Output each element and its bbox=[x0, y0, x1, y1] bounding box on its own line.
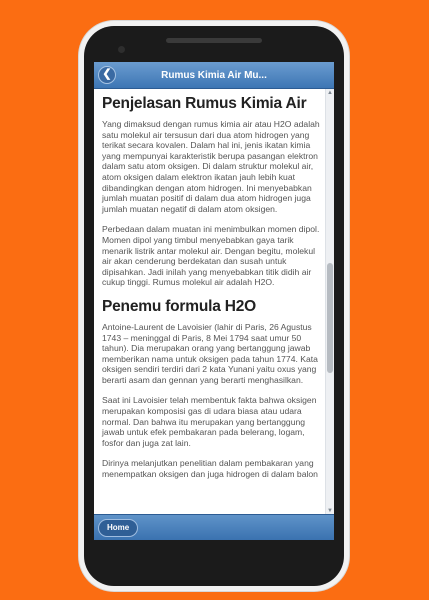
scroll-down-arrow-icon[interactable]: ▼ bbox=[327, 508, 333, 514]
footer-bar bbox=[94, 514, 334, 540]
home-button[interactable]: Home bbox=[98, 519, 138, 537]
paragraph: Yang dimaksud dengan rumus kimia air atau H2O adalah satu molekul air tersusun dari dua atom hidrogen yang terikat secara kovalen. Dalam hal ini, jenis ikatan kimia yang mempunyai karakteristik berupa pasangan elektron dalam satu atom oksigen. Di dalam struktur molekul air, atom oksigen dalam elektron ikatan jauh lebih kuat dibandingkan dengan atom hidrogen. Ini menyebabkan jumlah muatan positif di dalam dua atom hidrogen juga jumlah muatan negatif di dalam atom oksigen. bbox=[102, 119, 320, 214]
speaker-grille bbox=[166, 38, 262, 43]
chevron-left-icon: ❮ bbox=[102, 68, 112, 80]
vertical-scrollbar[interactable] bbox=[325, 89, 334, 515]
page-title: Rumus Kimia Air Mu... bbox=[161, 69, 267, 81]
paragraph: Antoine-Laurent de Lavoisier (lahir di Paris, 26 Agustus 1743 – meninggal di Paris, 8 Mei 1794 saat umur 50 tahun). Dia merupakan orang yang bertanggung jawab memberikan nama untuk oksigen pada tahun 1774. Kata oksigen sendiri terdiri dari 2 kata Yunani yaitu oxus yang berarti asam dan gennan yang berarti menghasilkan. bbox=[102, 321, 318, 385]
app-screen bbox=[94, 62, 334, 540]
scroll-thumb[interactable] bbox=[327, 263, 333, 373]
section-heading: Penjelasan Rumus Kimia Air bbox=[102, 95, 307, 112]
paragraph: Saat ini Lavoisier telah membentuk fakta bahwa oksigen merupakan komposisi gas di udara biasa atau udara normal. Dan bahwa itu merupakan yang bertanggung jawab untuk efek pembakaran pada belerang, logam, fosfor dan juga zat lain. bbox=[102, 395, 317, 448]
phone-frame bbox=[84, 26, 344, 586]
back-button[interactable] bbox=[98, 66, 116, 84]
article-content[interactable] bbox=[94, 89, 326, 515]
header-bar bbox=[94, 62, 334, 89]
section-heading: Penemu formula H2O bbox=[102, 297, 257, 315]
front-camera bbox=[118, 46, 125, 53]
scroll-up-arrow-icon[interactable]: ▲ bbox=[327, 90, 333, 96]
paragraph: Perbedaan dalam muatan ini menimbulkan momen dipol. Momen dipol yang timbul menyebabkan gaya tarik menarik listrik antar molekul air. Dengan begitu, molekul air akan cenderung berdekatan dan susah untuk dipisahkan. Jadi inilah yang menyebabkan titik didih air cukup tinggi. Rumus molekul air adalah H2O. bbox=[102, 224, 320, 288]
paragraph: Dirinya melanjutkan penelitian dalam pembakaran yang menempatkan oksigen dan juga hidrogen di dalam balon bbox=[102, 458, 318, 480]
